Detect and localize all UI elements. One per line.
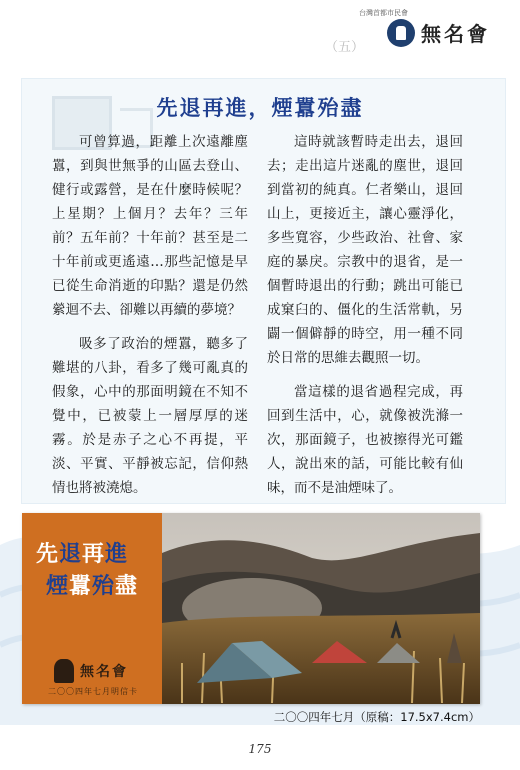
seal-caption: 台灣首都市民會 [359,9,408,17]
article-title: 先退再進，煙囂殆盡 [156,95,364,120]
header-logo [387,18,490,47]
article-column-right [267,130,463,510]
seal-icon [54,659,74,683]
postcard-title-panel [22,513,162,704]
postcard-date: 二〇〇四年七月明信卡 [48,687,138,696]
image-caption: 二〇〇四年七月（原稿：17.5x7.4cm） [273,710,480,724]
postcard-title-line2: 煙囂殆盡 [46,573,139,599]
paragraph: 吸多了政治的煙囂，聽多了難堪的八卦，看多了幾可亂真的假象，心中的那面明鏡在不知不覺中，已被蒙上一層厚厚的迷霧。於是赤子之心不再提，平淡、平實、平靜被忘記，信仰熱情也將被澆熄。 [52,336,248,496]
postcard-title-line1: 先退再進 [36,541,129,567]
camping-photo [162,513,480,704]
paragraph: 這時就該暫時走出去，退回去；走出這片迷亂的塵世，退回到當初的純真。仁者樂山，退回山上，更接近主，讓心靈淨化，多些寬容，少些政治、社會、家庭的暴戾。宗教中的退省，是一個暫時退出的行動；跳出可能已成窠臼的、僵化的生活常軌，另闢一個僻靜的時空，用一種不同於日常的思維去觀照一切。 [267,134,463,366]
postcard-image [22,513,480,704]
logo-text: 無名會 [421,22,490,46]
paragraph: 當這樣的退省過程完成，再回到生活中，心，就像被洗滌一次，那面鏡子，也被擦得光可鑑人，說出來的話，可能比較有仙味，而不是油煙味了。 [267,384,463,496]
paragraph: 可曾算過，距離上次遠離塵囂，到與世無爭的山區去登山、健行或露營，是在什麼時候呢？上星期？上個月？去年？三年前？五年前？十年前？甚至是二十年前或更遙遠…那些記憶是早已從生命消逝的印點？還是仍然縈迴不去、卻難以再續的夢境？ [52,134,248,318]
seal-icon [387,19,415,47]
series-number: （五） [325,40,365,55]
page-number: 175 [248,742,272,756]
postcard-logo-text: 無名會 [80,664,128,680]
postcard-logo [54,659,128,683]
article-column-left [52,130,248,510]
